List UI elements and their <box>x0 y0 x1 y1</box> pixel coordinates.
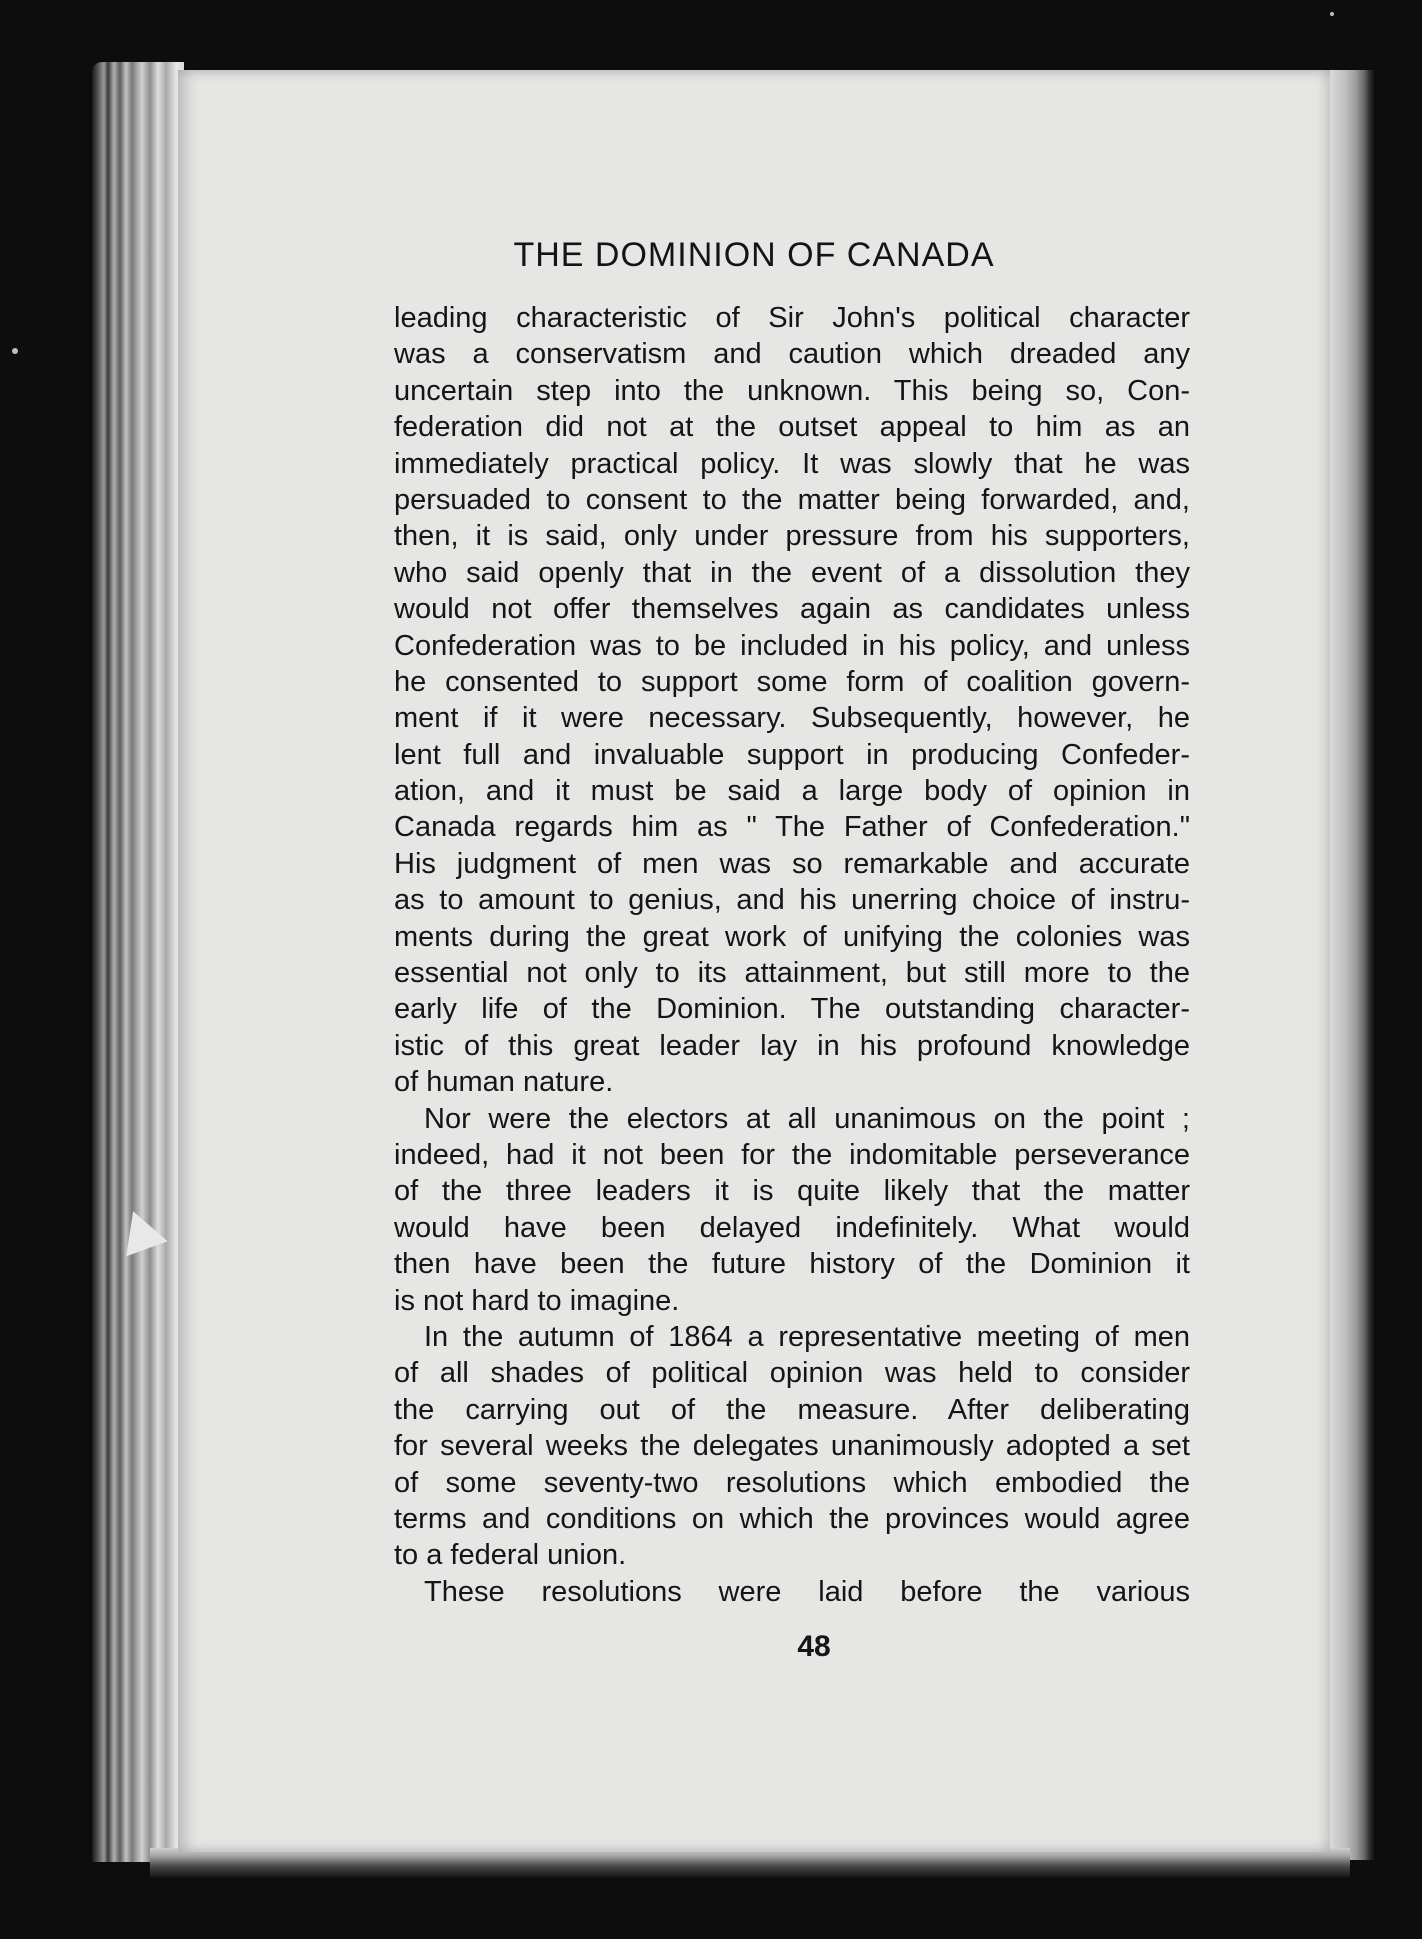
text-line: ments during the great work of unifying the colonies was <box>394 920 1190 953</box>
text-line: persuaded to consent to the matter being forwarded, and, <box>394 483 1190 516</box>
text-line: federation did not at the outset appeal to him as an <box>394 411 1190 444</box>
text-line: then, it is said, only under pressure from his supporters, <box>394 520 1190 553</box>
text-line: ation, and it must be said a large body of opinion in <box>394 775 1190 808</box>
scan-speck <box>1330 12 1334 16</box>
text-line: of the three leaders it is quite likely that the matter <box>394 1175 1190 1208</box>
text-line: of all shades of political opinion was held to consider <box>394 1357 1190 1390</box>
text-line: would not offer themselves again as candidates unless <box>394 593 1190 626</box>
text-line: Canada regards him as " The Father of Confederation." <box>394 811 1190 844</box>
text-line: would have been delayed indefinitely. What would <box>394 1211 1190 1244</box>
book-right-page-edges <box>1326 70 1374 1860</box>
text-line: uncertain step into the unknown. This being so, Con- <box>394 374 1190 407</box>
text-line: the carrying out of the measure. After deliberating <box>394 1393 1190 1426</box>
text-line: to a federal union. <box>394 1539 627 1572</box>
text-line: of human nature. <box>394 1066 614 1099</box>
text-line: who said openly that in the event of a dissolution they <box>394 556 1190 589</box>
text-line: Confederation was to be included in his policy, and unless <box>394 629 1190 662</box>
text-line: essential not only to its attainment, but still more to the <box>394 957 1190 990</box>
text-line: indeed, had it not been for the indomitable perseverance <box>394 1138 1190 1171</box>
text-line: for several weeks the delegates unanimously adopted a set <box>394 1430 1190 1463</box>
text-line: lent full and invaluable support in producing Confeder- <box>394 738 1190 771</box>
text-line: then have been the future history of the Dominion it <box>394 1248 1190 1281</box>
page-number: 48 <box>797 1630 831 1663</box>
book-page <box>178 70 1330 1852</box>
text-line: was a conservatism and caution which dreaded any <box>394 338 1190 371</box>
scan-speck <box>12 348 18 354</box>
text-line: In the autumn of 1864 a representative meeting of men <box>424 1320 1190 1353</box>
text-line: early life of the Dominion. The outstanding character- <box>394 993 1190 1026</box>
text-line: ment if it were necessary. Subsequently, however, he <box>394 702 1190 735</box>
text-line: is not hard to imagine. <box>394 1284 680 1317</box>
text-line: terms and conditions on which the provinces would agree <box>394 1502 1190 1535</box>
book-bottom-page-edges <box>150 1848 1350 1878</box>
text-line: His judgment of men was so remarkable and accurate <box>394 847 1190 880</box>
running-head: THE DOMINION OF CANADA <box>513 236 995 274</box>
book-left-page-edges <box>92 62 184 1862</box>
text-line: of some seventy-two resolutions which embodied the <box>394 1466 1190 1499</box>
text-line: istic of this great leader lay in his profound knowledge <box>394 1029 1190 1062</box>
text-line: immediately practical policy. It was slowly that he was <box>394 447 1190 480</box>
body-text <box>394 300 1190 1610</box>
text-line: These resolutions were laid before the various <box>424 1575 1190 1608</box>
text-line: leading characteristic of Sir John's political character <box>394 302 1190 334</box>
text-line: he consented to support some form of coalition govern- <box>394 665 1190 698</box>
text-line: as to amount to genius, and his unerring choice of instru- <box>394 884 1190 917</box>
text-line: Nor were the electors at all unanimous on the point ; <box>424 1102 1190 1135</box>
